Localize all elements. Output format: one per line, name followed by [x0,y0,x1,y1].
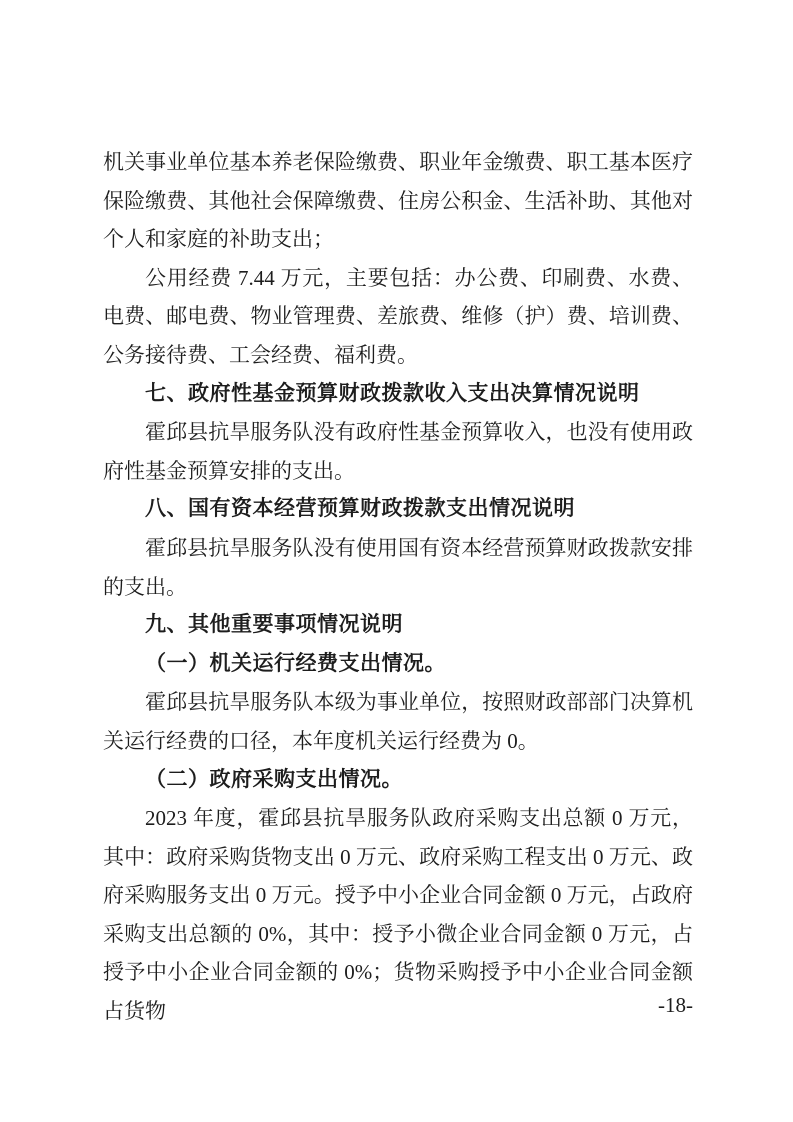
document-body [103,143,693,1031]
heading-section-9-1-agency-operating-expense: （一）机关运行经费支出情况。 [145,651,446,675]
heading-section-9-other-important-matters: 九、其他重要事项情况说明 [145,613,403,637]
heading-section-9-2-gov-procurement: （二）政府采购支出情况。 [145,767,403,791]
para-section-8-body: 霍邱县抗旱服务队没有使用国有资本经营预算财政拨款安排的支出。 [103,535,693,599]
para-public-funds-breakdown: 公用经费 7.44 万元，主要包括：办公费、印刷费、水费、电费、邮电费、物业管理费、差旅费、维修（护）费、培训费、公务接待费、工会经费、福利费。 [103,265,693,367]
page-number: -18- [658,993,693,1017]
heading-section-7-gov-fund-budget: 七、政府性基金预算财政拨款收入支出决算情况说明 [145,381,640,405]
para-section-7-body: 霍邱县抗旱服务队没有政府性基金预算收入，也没有使用政府性基金预算安排的支出。 [103,420,693,483]
para-section-9-1-body: 霍邱县抗旱服务队本级为事业单位，按照财政部部门决算机关运行经费的口径，本年度机关运行经费为 0。 [103,690,693,753]
para-personnel-welfare-continuation: 机关事业单位基本养老保险缴费、职业年金缴费、职工基本医疗保险缴费、其他社会保障缴费、住房公积金、生活补助、其他对个人和家庭的补助支出； [103,150,693,252]
para-section-9-2-body: 2023 年度，霍邱县抗旱服务队政府采购支出总额 0 万元，其中：政府采购货物支出 0 万元、政府采购工程支出 0 万元、政府采购服务支出 0 万元。授予中小企业合同金额 0 万元，占政府采购支出总额的 0%，其中：授予小微企业合同金额 0 万元，占授予中小企业合同金额的 0%；货物采购授予中小企业合同金额占货物 [103,806,693,1024]
heading-section-8-state-capital-budget: 八、国有资本经营预算财政拨款支出情况说明 [145,497,575,521]
